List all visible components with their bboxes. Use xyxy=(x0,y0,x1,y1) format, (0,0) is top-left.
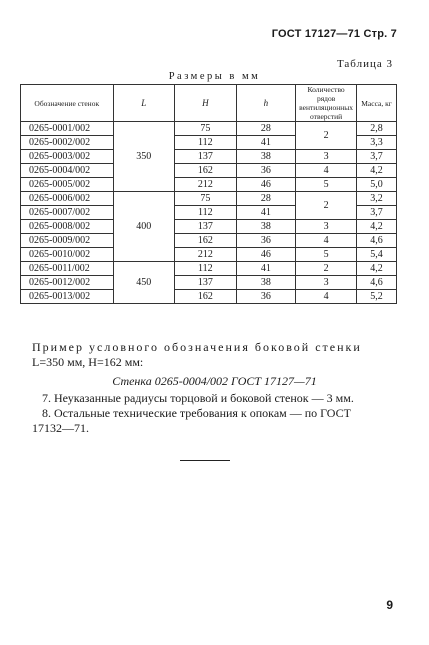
column-header: H xyxy=(175,85,237,122)
document-header: ГОСТ 17127—71 Стр. 7 xyxy=(271,28,397,40)
height-cell: 75 xyxy=(175,122,237,136)
vent-height-cell: 36 xyxy=(236,290,296,304)
mass-cell: 5,0 xyxy=(357,178,397,192)
table-row xyxy=(21,276,397,290)
height-cell: 162 xyxy=(175,290,237,304)
designation-cell: 0265-0001/002 xyxy=(21,122,114,136)
vent-rows-cell: 3 xyxy=(296,276,357,290)
vent-rows-cell: 4 xyxy=(296,290,357,304)
mass-cell: 4,6 xyxy=(357,276,397,290)
table-row xyxy=(21,122,397,136)
mass-cell: 4,2 xyxy=(357,262,397,276)
vent-rows-cell: 5 xyxy=(296,178,357,192)
vent-rows-cell: 2 xyxy=(296,262,357,276)
table-row xyxy=(21,290,397,304)
table-row xyxy=(21,178,397,192)
column-header: Масса, кг xyxy=(357,85,397,122)
column-header: h xyxy=(236,85,296,122)
table-row xyxy=(21,248,397,262)
vent-height-cell: 38 xyxy=(236,276,296,290)
mass-cell: 3,7 xyxy=(357,206,397,220)
height-cell: 162 xyxy=(175,234,237,248)
table-label: Таблица 3 xyxy=(336,58,393,70)
vent-rows-cell: 4 xyxy=(296,234,357,248)
vent-height-cell: 46 xyxy=(236,178,296,192)
mass-cell: 4,2 xyxy=(357,164,397,178)
vent-height-cell: 28 xyxy=(236,122,296,136)
designation-cell: 0265-0011/002 xyxy=(21,262,114,276)
mass-cell: 3,3 xyxy=(357,136,397,150)
height-cell: 212 xyxy=(175,248,237,262)
height-cell: 137 xyxy=(175,276,237,290)
height-cell: 162 xyxy=(175,164,237,178)
mass-cell: 4,2 xyxy=(357,220,397,234)
dimensions-table xyxy=(20,84,397,304)
mass-cell: 4,6 xyxy=(357,234,397,248)
length-cell: 400 xyxy=(113,192,175,262)
height-cell: 137 xyxy=(175,150,237,164)
column-header: Количество рядов вентиляционных отверстий xyxy=(296,85,357,122)
item-8-continuation: 17132—71. xyxy=(32,421,89,435)
mass-cell: 2,8 xyxy=(357,122,397,136)
length-cell: 450 xyxy=(113,262,175,304)
item-7: 7. Неуказанные радиусы торцовой и боковой стенок — 3 мм. xyxy=(42,391,354,405)
table-row xyxy=(21,164,397,178)
vent-height-cell: 28 xyxy=(236,192,296,206)
designation-cell: 0265-0012/002 xyxy=(21,276,114,290)
mass-cell: 3,7 xyxy=(357,150,397,164)
vent-rows-cell: 2 xyxy=(296,122,357,150)
vent-rows-cell: 5 xyxy=(296,248,357,262)
designation-cell: 0265-0004/002 xyxy=(21,164,114,178)
vent-rows-cell: 3 xyxy=(296,220,357,234)
designation-cell: 0265-0005/002 xyxy=(21,178,114,192)
table-row xyxy=(21,262,397,276)
column-header: Обозначение стенок xyxy=(21,85,114,122)
length-cell: 350 xyxy=(113,122,175,192)
vent-rows-cell: 2 xyxy=(296,192,357,220)
mass-cell: 5,4 xyxy=(357,248,397,262)
vent-height-cell: 41 xyxy=(236,136,296,150)
table-body xyxy=(21,122,397,304)
page-number: 9 xyxy=(386,598,393,612)
vent-height-cell: 36 xyxy=(236,234,296,248)
column-header: L xyxy=(113,85,175,122)
item-8: 8. Остальные технические требования к опокам — по ГОСТ xyxy=(42,406,351,420)
vent-height-cell: 36 xyxy=(236,164,296,178)
height-cell: 112 xyxy=(175,262,237,276)
example-dimensions: L=350 мм, H=162 мм: xyxy=(32,355,144,369)
example-lead: Пример условного обозначения боковой стенки xyxy=(32,340,362,354)
table-caption: Размеры в мм xyxy=(168,71,261,82)
height-cell: 112 xyxy=(175,136,237,150)
example-paragraph xyxy=(32,340,397,370)
table-row xyxy=(21,192,397,206)
designation-cell: 0265-0007/002 xyxy=(21,206,114,220)
mass-cell: 3,2 xyxy=(357,192,397,206)
height-cell: 212 xyxy=(175,178,237,192)
vent-rows-cell: 3 xyxy=(296,150,357,164)
designation-cell: 0265-0008/002 xyxy=(21,220,114,234)
vent-height-cell: 41 xyxy=(236,262,296,276)
vent-height-cell: 46 xyxy=(236,248,296,262)
height-cell: 75 xyxy=(175,192,237,206)
mass-cell: 5,2 xyxy=(357,290,397,304)
height-cell: 137 xyxy=(175,220,237,234)
vent-height-cell: 41 xyxy=(236,206,296,220)
table-header-row xyxy=(21,85,397,122)
designation-cell: 0265-0006/002 xyxy=(21,192,114,206)
table-row xyxy=(21,234,397,248)
end-rule xyxy=(180,460,230,461)
height-cell: 112 xyxy=(175,206,237,220)
table-row xyxy=(21,220,397,234)
vent-rows-cell: 4 xyxy=(296,164,357,178)
designation-cell: 0265-0003/002 xyxy=(21,150,114,164)
vent-height-cell: 38 xyxy=(236,220,296,234)
designation-cell: 0265-0009/002 xyxy=(21,234,114,248)
vent-height-cell: 38 xyxy=(236,150,296,164)
designation-cell: 0265-0002/002 xyxy=(21,136,114,150)
table-row xyxy=(21,150,397,164)
designation-cell: 0265-0010/002 xyxy=(21,248,114,262)
example-designation: Стенка 0265-0004/002 ГОСТ 17127—71 xyxy=(112,374,317,388)
designation-cell: 0265-0013/002 xyxy=(21,290,114,304)
